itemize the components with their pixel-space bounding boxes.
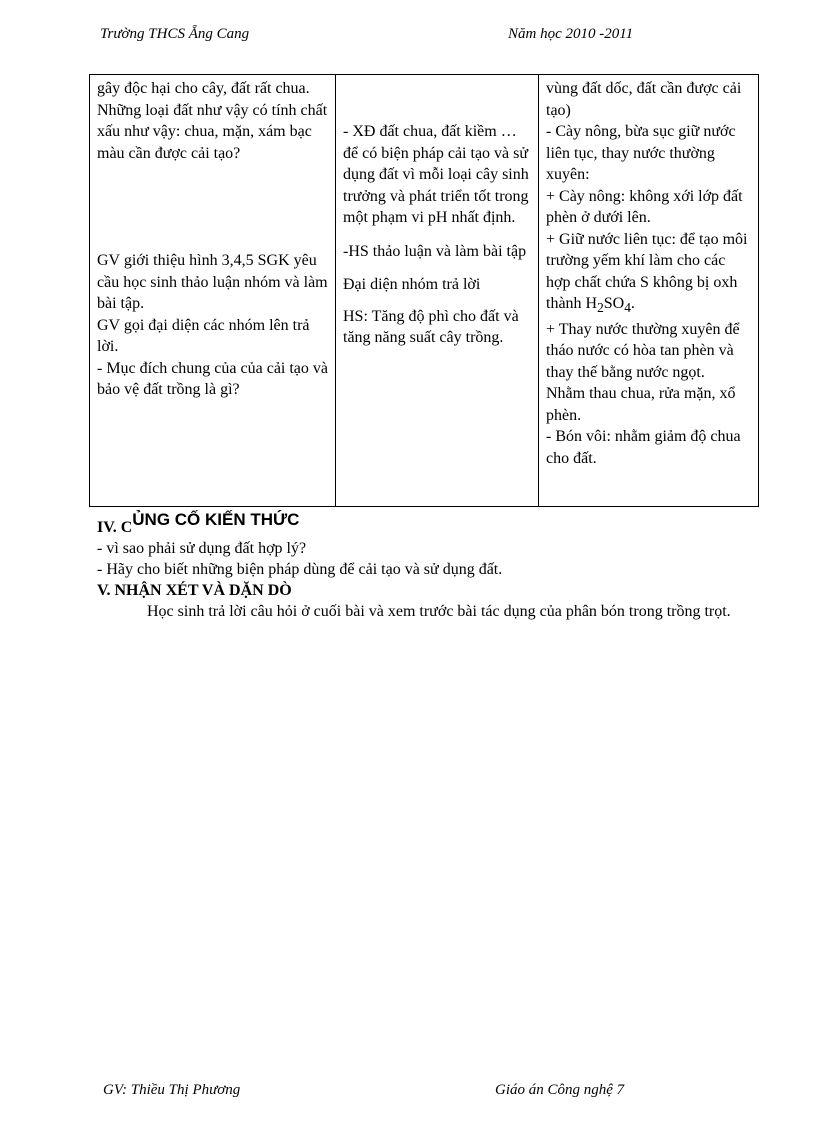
section-title: ỦNG CỐ KIẾN THỨC bbox=[132, 510, 300, 529]
cell-text: -HS thảo luận và làm bài tập bbox=[343, 242, 527, 260]
header-year: Năm học 2010 -2011 bbox=[508, 26, 634, 42]
footer-subject: Giáo án Công nghệ 7 bbox=[495, 1082, 625, 1098]
homework-paragraph: Học sinh trả lời câu hỏi ở cuối bài và xem trước bài tác dụng của phân bón trong trồng trọt. bbox=[147, 603, 731, 620]
cell-text: - Bón vôi: nhằm giảm độ chua cho đất. bbox=[546, 428, 741, 467]
cell-text: - XĐ đất chua, đất kiềm … để có biện pháp cải tạo và sử dụng đất vì mỗi loại cây sinh trưởng và phát triển tốt trong một phạm vi pH nhất định. bbox=[343, 123, 529, 226]
cell-text: + Giữ nước liên tục: để tạo môi trường yếm khí làm cho các hợp chất chứa S không bị oxh thành bbox=[546, 230, 748, 312]
chemical-formula: $H_2SO_4$. bbox=[585, 295, 635, 316]
section-4-heading bbox=[97, 510, 300, 538]
lesson-table bbox=[89, 74, 759, 507]
student-activity-cell bbox=[336, 75, 539, 507]
question-1: - vì sao phải sử dụng đất hợp lý? bbox=[97, 540, 307, 557]
cell-text: GV gọi đại diện các nhóm lên trả lời. bbox=[97, 316, 310, 355]
cell-text: GV giới thiệu hình 3,4,5 SGK yêu cầu học sinh thảo luận nhóm và làm bài tập. bbox=[97, 252, 328, 312]
cell-text: - Mục đích chung của của cải tạo và bảo vệ đất trồng là gì? bbox=[97, 359, 329, 398]
cell-text: vùng đất dốc, đất cần được cải tạo) bbox=[546, 80, 742, 119]
footer-teacher: GV: Thiều Thị Phương bbox=[103, 1082, 241, 1098]
cell-text: Đại diện nhóm trả lời bbox=[343, 276, 481, 293]
cell-text: Nhằm thau chua, rửa mặn, xổ phèn. bbox=[546, 385, 736, 424]
cell-text: + Thay nước thường xuyên để tháo nước có hòa tan phèn và thay thế bằng nước ngọt. bbox=[546, 320, 740, 381]
teacher-activity-cell bbox=[90, 75, 336, 507]
section-5-heading: V. NHẬN XÉT VÀ DẶN DÒ bbox=[97, 582, 292, 599]
cell-text: + Cày nông: không xới lớp đất phèn ở dưới lên. bbox=[546, 187, 743, 226]
cell-text: - Cày nông, bừa sục giữ nước liên tục, thay nước thường xuyên: bbox=[546, 123, 736, 183]
question-2: - Hãy cho biết những biện pháp dùng để cải tạo và sử dụng đất. bbox=[97, 561, 503, 578]
content-cell bbox=[539, 75, 759, 507]
cell-text: Những loại đất như vậy có tính chất xấu như vậy: chua, mặn, xám bạc màu cần được cải tạo? bbox=[97, 101, 328, 162]
cell-text: HS: Tăng độ phì cho đất và tăng năng suất cây trồng. bbox=[343, 307, 519, 346]
table-row bbox=[90, 75, 759, 507]
section-number: IV. C bbox=[97, 519, 133, 536]
cell-text bbox=[546, 229, 752, 319]
cell-text: gây độc hại cho cây, đất rất chua. bbox=[97, 80, 310, 97]
header-school: Trường THCS Ẵng Cang bbox=[100, 26, 250, 42]
